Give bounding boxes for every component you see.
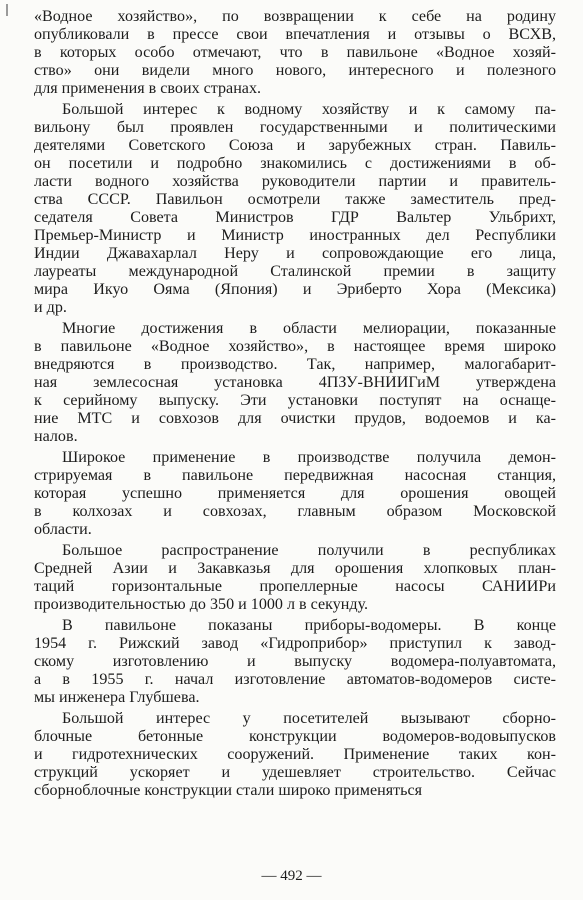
text-line: «Водное хозяйство», по возвращении к себе на родину [34, 8, 556, 25]
paragraph [34, 320, 556, 446]
body-text [34, 8, 556, 800]
text-line: блочные бетонные конструкции водомеров-водовыпусков [34, 728, 556, 745]
text-line: скому изготовлению и выпуску водомера-полуавтомата, [34, 653, 556, 670]
text-line: Большое распространение получили в республиках [62, 542, 556, 559]
page-number: — 492 — [261, 868, 322, 884]
text-line: опубликовали в прессе свои впечатления и отзывы о ВСХВ, [34, 26, 556, 43]
text-line: лауреаты международной Сталинской премии в защиту [34, 263, 556, 280]
text-line: ние МТС и совхозов для очистки прудов, водоемов и ка- [34, 410, 556, 427]
text-line: к серийному выпуску. Эти установки поступят на оснаще- [34, 392, 556, 409]
text-line: он посетили и подробно знакомились с достижениями в об- [34, 155, 556, 172]
text-line: стрируемая в павильоне передвижная насосная станция, [34, 467, 556, 484]
text-line: производительностью до 350 и 1000 л в секунду. [34, 596, 369, 613]
text-line: которая успешно применяется для орошения овощей [34, 485, 556, 502]
text-line: и др. [34, 299, 67, 316]
text-line: ласти водного хозяйства руководители партии и правитель- [34, 173, 556, 190]
text-line: для применения в своих странах. [34, 80, 262, 97]
text-line: Многие достижения в области мелиорации, показанные [62, 320, 556, 337]
text-line: в павильоне «Водное хозяйство», в настоящее время широко [34, 338, 556, 355]
paragraph [34, 542, 556, 614]
text-line: В павильоне показаны приборы-водомеры. В конце [62, 617, 556, 634]
text-line: Большой интерес у посетителей вызывают сборно- [62, 710, 556, 727]
text-line: области. [34, 521, 92, 538]
text-line: налов. [34, 428, 78, 445]
paragraph [34, 101, 556, 317]
text-line: Широкое применение в производстве получила демон- [62, 449, 556, 466]
text-line: в колхозах и совхозах, главным образом Московской [34, 503, 556, 520]
text-line: ство» они видели много нового, интересного и полезного [34, 62, 556, 79]
paragraph [34, 617, 556, 707]
paragraph [34, 449, 556, 539]
text-line: Средней Азии и Закавказья для орошения хлопковых план- [34, 560, 556, 577]
text-line: таций горизонтальные пропеллерные насосы САНИИРи [34, 578, 556, 595]
paragraph [34, 8, 556, 98]
text-line: и гидротехнических сооружений. Применение таких кон- [34, 746, 556, 763]
text-line: а в 1955 г. начал изготовление автоматов-водомеров систе- [34, 671, 556, 688]
text-line: Большой интерес к водному хозяйству и к самому па- [62, 101, 556, 118]
paragraph [34, 710, 556, 800]
text-line: седателя Совета Министров ГДР Вальтер Ульбрихт, [34, 209, 556, 226]
text-line: вильону был проявлен государственными и политическими [34, 119, 556, 136]
text-line: мира Икуо Ояма (Япония) и Эриберто Хора (Мексика) [34, 281, 556, 298]
text-line: ная землесосная установка 4ПЗУ-ВНИИГиМ утверждена [34, 374, 556, 391]
margin-mark [6, 4, 8, 16]
text-line: внедряются в производство. Так, например, малогабарит- [34, 356, 556, 373]
text-line: Премьер-Министр и Министр иностранных дел Республики [34, 227, 556, 244]
text-line: ства СССР. Павильон осмотрели также заместитель пред- [34, 191, 556, 208]
text-line: в которых особо отмечают, что в павильоне «Водное хозяй- [34, 44, 556, 61]
text-line: 1954 г. Рижский завод «Гидроприбор» приступил к завод- [34, 635, 556, 652]
text-line: Индии Джавахарлал Неру и сопровождающие его лица, [34, 245, 556, 262]
text-line: мы инженера Глубшева. [34, 689, 200, 706]
text-line: деятелями Советского Союза и зарубежных стран. Павиль- [34, 137, 556, 154]
text-line: струкций ускоряет и удешевляет строительство. Сейчас [34, 764, 556, 781]
text-line: сборноблочные конструкции стали широко применяться [34, 782, 423, 799]
